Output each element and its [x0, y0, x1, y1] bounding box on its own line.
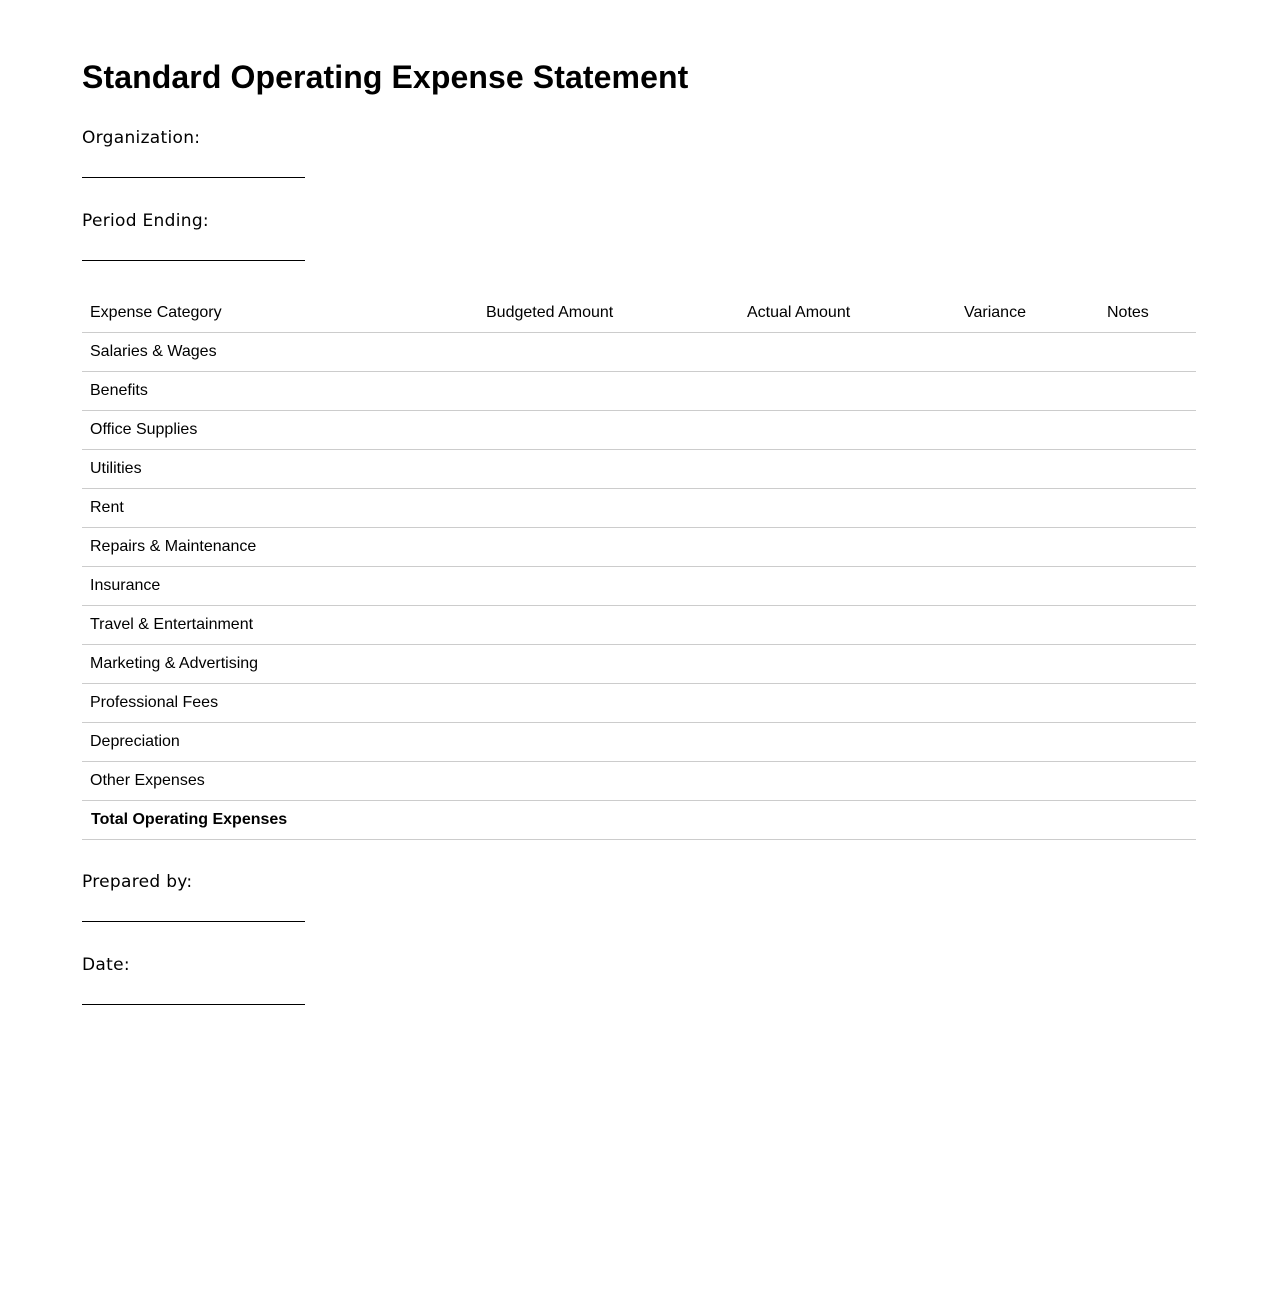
- budgeted-amount-cell[interactable]: [478, 333, 739, 372]
- organization-label: Organization:: [82, 128, 201, 148]
- table-row: [82, 489, 1196, 528]
- total-actual-amount-cell[interactable]: [739, 801, 956, 840]
- table-row: [82, 450, 1196, 489]
- table-row: [82, 723, 1196, 762]
- total-notes-cell[interactable]: [1099, 801, 1196, 840]
- variance-cell[interactable]: [956, 723, 1099, 762]
- budgeted-amount-cell[interactable]: [478, 684, 739, 723]
- table-row: [82, 567, 1196, 606]
- actual-amount-cell[interactable]: [739, 411, 956, 450]
- category-cell: Insurance: [82, 567, 478, 606]
- budgeted-amount-cell[interactable]: [478, 645, 739, 684]
- organization-field[interactable]: [82, 177, 305, 178]
- notes-cell[interactable]: [1099, 645, 1196, 684]
- column-header-budgeted-amount: Budgeted Amount: [478, 294, 739, 333]
- column-header-notes: Notes: [1099, 294, 1196, 333]
- table-row: [82, 606, 1196, 645]
- page-title: Standard Operating Expense Statement: [82, 59, 689, 95]
- category-cell: Benefits: [82, 372, 478, 411]
- actual-amount-cell[interactable]: [739, 333, 956, 372]
- actual-amount-cell[interactable]: [739, 762, 956, 801]
- prepared-by-label: Prepared by:: [82, 872, 193, 892]
- actual-amount-cell[interactable]: [739, 723, 956, 762]
- variance-cell[interactable]: [956, 489, 1099, 528]
- date-label: Date:: [82, 955, 130, 975]
- variance-cell[interactable]: [956, 684, 1099, 723]
- table-row: [82, 528, 1196, 567]
- variance-cell[interactable]: [956, 567, 1099, 606]
- notes-cell[interactable]: [1099, 606, 1196, 645]
- date-field[interactable]: [82, 1004, 305, 1005]
- notes-cell[interactable]: [1099, 489, 1196, 528]
- table-row: [82, 762, 1196, 801]
- category-cell: Office Supplies: [82, 411, 478, 450]
- table-row: [82, 645, 1196, 684]
- category-cell: Travel & Entertainment: [82, 606, 478, 645]
- notes-cell[interactable]: [1099, 684, 1196, 723]
- actual-amount-cell[interactable]: [739, 684, 956, 723]
- category-cell: Depreciation: [82, 723, 478, 762]
- period-ending-field[interactable]: [82, 260, 305, 261]
- column-header-variance: Variance: [956, 294, 1099, 333]
- budgeted-amount-cell[interactable]: [478, 606, 739, 645]
- total-row: [82, 801, 1196, 840]
- budgeted-amount-cell[interactable]: [478, 528, 739, 567]
- table-header-row: [82, 294, 1196, 333]
- category-cell: Salaries & Wages: [82, 333, 478, 372]
- actual-amount-cell[interactable]: [739, 567, 956, 606]
- actual-amount-cell[interactable]: [739, 489, 956, 528]
- notes-cell[interactable]: [1099, 762, 1196, 801]
- prepared-by-field[interactable]: [82, 921, 305, 922]
- actual-amount-cell[interactable]: [739, 372, 956, 411]
- total-label: Total Operating Expenses: [82, 801, 478, 840]
- notes-cell[interactable]: [1099, 333, 1196, 372]
- variance-cell[interactable]: [956, 333, 1099, 372]
- notes-cell[interactable]: [1099, 723, 1196, 762]
- variance-cell[interactable]: [956, 450, 1099, 489]
- category-cell: Repairs & Maintenance: [82, 528, 478, 567]
- variance-cell[interactable]: [956, 411, 1099, 450]
- variance-cell[interactable]: [956, 762, 1099, 801]
- budgeted-amount-cell[interactable]: [478, 489, 739, 528]
- variance-cell[interactable]: [956, 372, 1099, 411]
- notes-cell[interactable]: [1099, 450, 1196, 489]
- table-row: [82, 411, 1196, 450]
- variance-cell[interactable]: [956, 606, 1099, 645]
- notes-cell[interactable]: [1099, 528, 1196, 567]
- variance-cell[interactable]: [956, 528, 1099, 567]
- budgeted-amount-cell[interactable]: [478, 723, 739, 762]
- total-variance-cell[interactable]: [956, 801, 1099, 840]
- budgeted-amount-cell[interactable]: [478, 567, 739, 606]
- actual-amount-cell[interactable]: [739, 645, 956, 684]
- budgeted-amount-cell[interactable]: [478, 762, 739, 801]
- budgeted-amount-cell[interactable]: [478, 372, 739, 411]
- budgeted-amount-cell[interactable]: [478, 450, 739, 489]
- actual-amount-cell[interactable]: [739, 528, 956, 567]
- category-cell: Utilities: [82, 450, 478, 489]
- column-header-expense-category: Expense Category: [82, 294, 478, 333]
- notes-cell[interactable]: [1099, 372, 1196, 411]
- table-row: [82, 333, 1196, 372]
- actual-amount-cell[interactable]: [739, 606, 956, 645]
- column-header-actual-amount: Actual Amount: [739, 294, 956, 333]
- notes-cell[interactable]: [1099, 411, 1196, 450]
- actual-amount-cell[interactable]: [739, 450, 956, 489]
- budgeted-amount-cell[interactable]: [478, 411, 739, 450]
- variance-cell[interactable]: [956, 645, 1099, 684]
- notes-cell[interactable]: [1099, 567, 1196, 606]
- category-cell: Rent: [82, 489, 478, 528]
- category-cell: Professional Fees: [82, 684, 478, 723]
- category-cell: Other Expenses: [82, 762, 478, 801]
- table-row: [82, 684, 1196, 723]
- category-cell: Marketing & Advertising: [82, 645, 478, 684]
- table-row: [82, 372, 1196, 411]
- expense-table: [82, 294, 1196, 840]
- period-ending-label: Period Ending:: [82, 211, 209, 231]
- total-budgeted-amount-cell[interactable]: [478, 801, 739, 840]
